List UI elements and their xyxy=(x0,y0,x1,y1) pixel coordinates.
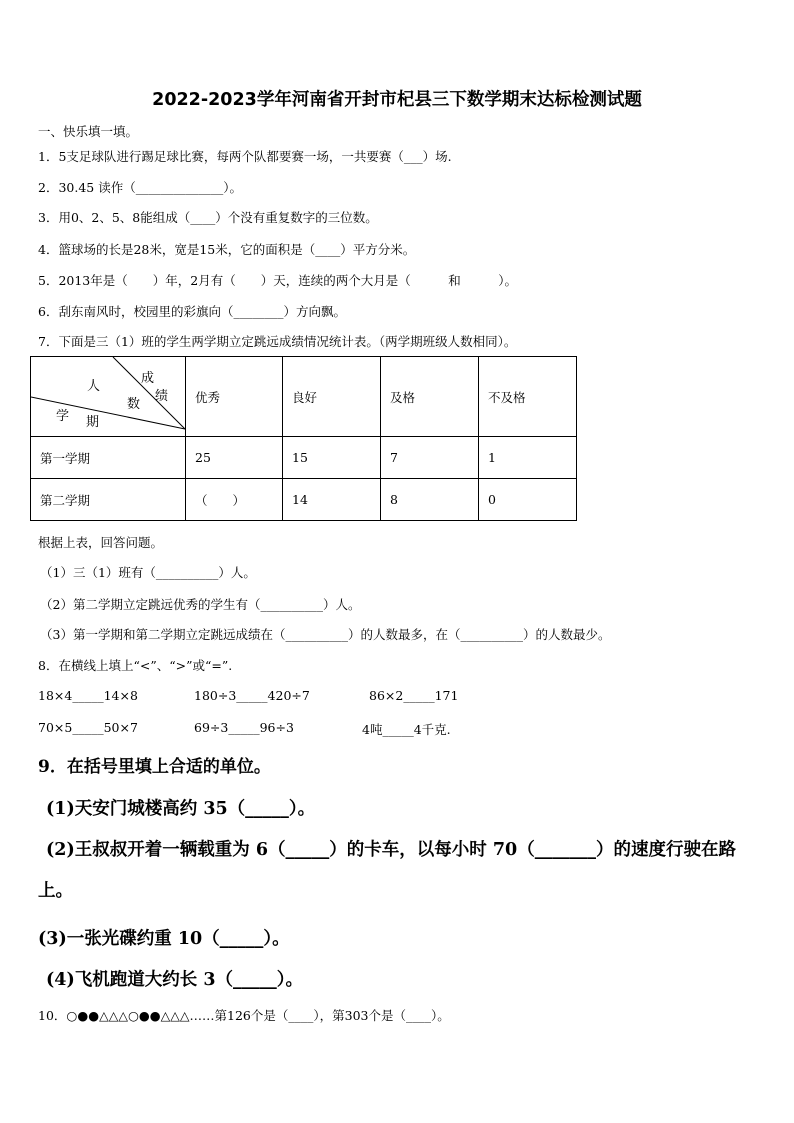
header-label-renshu-1: 人 xyxy=(87,379,101,394)
table-header-row xyxy=(31,357,577,437)
table-cell: （ ） xyxy=(186,479,283,521)
document-title: 2022-2023学年河南省开封市杞县三下数学期末达标检测试题 xyxy=(152,90,642,110)
table-question-intro: 根据上表，回答问题。 xyxy=(38,535,164,550)
subquestion-9-1: (1)天安门城楼高约 35（_____）。 xyxy=(46,799,316,819)
question-9: 9．在括号里填上合适的单位。 xyxy=(38,757,271,777)
row-label: 第一学期 xyxy=(31,437,186,479)
table-cell: 7 xyxy=(381,437,479,479)
question-8: 8．在横线上填上“<”、“>”或“=”. xyxy=(38,658,233,673)
subquestion-9-4: (4)飞机跑道大约长 3（_____）。 xyxy=(46,970,304,990)
row-label: 第二学期 xyxy=(31,479,186,521)
table-cell: 0 xyxy=(479,479,577,521)
subquestion-7-1: （1）三（1）班有（__________）人。 xyxy=(40,565,256,580)
comparison-item: 86×2_____171 xyxy=(369,688,459,703)
table-row xyxy=(31,479,577,521)
subquestion-7-2: （2）第二学期立定跳远优秀的学生有（__________）人。 xyxy=(40,597,361,612)
subquestion-7-3: （3）第一学期和第二学期立定跳远成绩在（__________）的人数最多，在（__________）的人数最少。 xyxy=(40,627,611,642)
question-4: 4．篮球场的长是28米，宽是15米，它的面积是（____）平方分米。 xyxy=(38,242,416,257)
question-5: 5．2013年是（ ）年，2月有（ ）天，连续的两个大月是（ 和 ）。 xyxy=(38,273,517,288)
question-10: 10．○●●△△△○●●△△△……第126个是（____），第303个是（____）。 xyxy=(38,1008,450,1023)
subquestion-9-3: (3)一张光碟约重 10（_____）。 xyxy=(38,929,290,949)
question-6: 6．刮东南风时，校园里的彩旗向（________）方向飘。 xyxy=(38,304,346,319)
diagonal-header-cell xyxy=(31,357,186,437)
subquestion-9-2-continued: 上。 xyxy=(38,881,73,901)
statistics-table xyxy=(30,356,577,521)
question-2: 2．30.45 读作（______________）。 xyxy=(38,180,242,195)
table-row xyxy=(31,437,577,479)
header-label-chengji-2: 绩 xyxy=(155,389,169,404)
question-1: 1．5支足球队进行踢足球比赛，每两个队都要赛一场，一共要赛（___）场. xyxy=(38,149,452,164)
column-header: 不及格 xyxy=(479,357,577,437)
header-label-xueqi-2: 期 xyxy=(86,415,100,430)
table-cell: 25 xyxy=(186,437,283,479)
question-7: 7．下面是三（1）班的学生两学期立定跳远成绩情况统计表。（两学期班级人数相同）。 xyxy=(38,334,517,349)
column-header: 及格 xyxy=(381,357,479,437)
column-header: 良好 xyxy=(283,357,381,437)
comparison-item: 4吨_____4千克. xyxy=(362,722,451,737)
table-cell: 15 xyxy=(283,437,381,479)
comparison-item: 180÷3_____420÷7 xyxy=(194,688,310,703)
table-cell: 8 xyxy=(381,479,479,521)
comparison-item: 69÷3_____96÷3 xyxy=(194,720,294,735)
table-cell: 1 xyxy=(479,437,577,479)
column-header: 优秀 xyxy=(186,357,283,437)
comparison-item: 70×5_____50×7 xyxy=(38,720,138,735)
header-label-xueqi-1: 学 xyxy=(56,409,70,424)
question-3: 3．用0、2、5、8能组成（____）个没有重复数字的三位数。 xyxy=(38,210,378,225)
table-cell: 14 xyxy=(283,479,381,521)
comparison-item: 18×4_____14×8 xyxy=(38,688,138,703)
header-label-chengji-1: 成 xyxy=(141,371,155,386)
header-label-renshu-2: 数 xyxy=(127,397,141,412)
section-heading: 一、快乐填一填。 xyxy=(38,124,139,139)
subquestion-9-2: (2)王叔叔开着一辆载重为 6（_____）的卡车，以每小时 70（_______）的速度行驶在路 xyxy=(46,840,736,860)
